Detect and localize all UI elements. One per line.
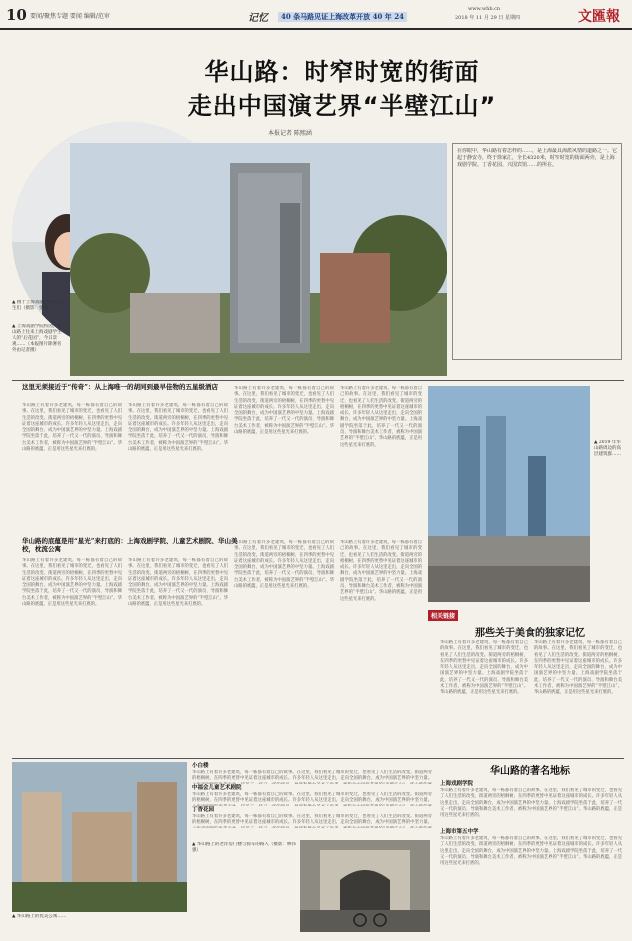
series-number: 24: [394, 12, 404, 21]
series-banner: [278, 12, 407, 22]
related-links-tag: 相关链接: [428, 610, 458, 621]
landmarks-title: 华山路的著名地标: [490, 766, 570, 777]
food-column-2: 华山路上有着许多老建筑，每一栋都有着自己的故事。在这里，我们看见了城市的变迁，也看见了人们生活的改变。街道两旁的梧桐树，在四季的更替中见证着这座城市的成长。许多年轻人从这里走出，走向全国的舞台，成为中国演艺界的中坚力量。上海戏剧学院坐落于此，培养了一代又一代的演员、导演和舞台美术工作者，被称为中国演艺界的“半壁江山”。华山路的底蕴，正是用这些星光来打底的。: [534, 640, 622, 696]
middle-rule: [12, 758, 624, 759]
bottom-left-photo: [12, 762, 187, 912]
headline-line-2: 走出中国演艺界“半壁江山”: [187, 92, 497, 120]
students-caption: ▲ 摄于上海戏剧学院的学生们（摄影：张驰）: [12, 300, 62, 311]
headline-line-1: 华山路：时窄时宽的街面: [204, 58, 480, 86]
gate-caption: ▲ 华山路上的老洋房门楼与骑车的路人（摄影：林伟强）: [192, 842, 296, 853]
theatre-caption: ▲ 上海戏剧学院校园，华山路上往来上海戏剧学生人的“后花园”，今日景观……（本报图片除署名外由记者摄）: [12, 324, 62, 353]
column-logo: 记忆: [248, 13, 268, 24]
theatre-building-illustration: [70, 143, 447, 376]
bottom-left-caption: ▲ 华山路上的优美公寓……: [12, 914, 67, 919]
landmark-5: 上海市第五中学: [440, 829, 479, 835]
bottom-left-illustration: [12, 762, 187, 912]
landmark-3-text: 华山路上有着许多老建筑，每一栋都有着自己的故事。在这里，我们看见了城市的变迁，也看见了人们生活的改变。街道两旁的梧桐树，在四季的更替中见证着这座城市的成长。许多年轻人从这里走出，走向全国的舞台，成为中国演艺界的中坚力量。: [192, 814, 432, 826]
body-column-5: 华山路上有着许多老建筑，每一栋都有着自己的故事。在这里，我们看见了城市的变迁，也看见了人们生活的改变。街道两旁的梧桐树，在四季的更替中见证着这座城市的成长。许多年轻人从这里走出，走向全国的舞台，成为中国演艺界的中坚力量。上海戏剧学院坐落于此，培养了一代又一代的演员、导演和舞台美术工作者，被称为中国演艺界的“半壁江山”。华山路的底蕴，正是用这些星光来打底的。: [22, 558, 122, 608]
landmark-1-text: 华山路上有着许多老建筑，每一栋都有着自己的故事。在这里，我们看见了城市的变迁，也看见了人们生活的改变。街道两旁的梧桐树，在四季的更替中见证着这座城市的成长。许多年轻人从这里走出，走向全国的舞台，成为中国演艺界的中坚力量。: [192, 770, 432, 782]
body-column-2: 华山路上有着许多老建筑，每一栋都有着自己的故事。在这里，我们看见了城市的变迁，也看见了人们生活的改变。街道两旁的梧桐树，在四季的更替中见证着这座城市的成长。许多年轻人从这里走出，走向全国的舞台，成为中国演艺界的中坚力量。上海戏剧学院坐落于此，培养了一代又一代的演员、导演和舞台美术工作者，被称为中国演艺界的“半壁江山”。华山路的底蕴，正是用这些星光来打底的。: [128, 403, 228, 453]
landmark-1: 小白楼: [192, 763, 209, 769]
landmark-5-text: 华山路上有着许多老建筑，每一栋都有着自己的故事。在这里，我们看见了城市的变迁，也看见了人们生活的改变。街道两旁的梧桐树，在四季的更替中见证着这座城市的成长。许多年轻人从这里走出，走向全国的舞台，成为中国演艺界的中坚力量。上海戏剧学院坐落于此，培养了一代又一代的演员、导演和舞台美术工作者，被称为中国演艺界的“半壁江山”。华山路的底蕴，正是用这些星光来打底的。: [440, 836, 622, 867]
section-2-heading: 华山路的底蕴是用“星光”来打底的：上海戏剧学院、儿童艺术剧院、华山美校，枕流公寓: [22, 537, 238, 553]
gate-illustration: [300, 840, 430, 932]
landmark-3: 丁香花园: [192, 807, 215, 813]
byline: 本报记者 陈熙涵: [268, 130, 312, 137]
body-column-4: 华山路上有着许多老建筑，每一栋都有着自己的故事。在这里，我们看见了城市的变迁，也看见了人们生活的改变。街道两旁的梧桐树，在四季的更替中见证着这座城市的成长。许多年轻人从这里走出，走向全国的舞台，成为中国演艺界的中坚力量。上海戏剧学院坐落于此，培养了一代又一代的演员、导演和舞台美术工作者，被称为中国演艺界的“半壁江山”。华山路的底蕴，正是用这些星光来打底的。: [340, 386, 422, 448]
gate-photo: [300, 840, 430, 932]
intro-box: [452, 143, 622, 360]
body-column-7: 华山路上有着许多老建筑，每一栋都有着自己的故事。在这里，我们看见了城市的变迁，也看见了人们生活的改变。街道两旁的梧桐树，在四季的更替中见证着这座城市的成长。许多年轻人从这里走出，走向全国的舞台，成为中国演艺界的中坚力量。上海戏剧学院坐落于此，培养了一代又一代的演员、导演和舞台美术工作者，被称为中国演艺界的“半壁江山”。华山路的底蕴，正是用这些星光来打底的。: [234, 540, 334, 590]
top-rule: [12, 380, 624, 381]
food-memory-title: 那些关于美食的独家记忆: [475, 628, 585, 639]
issue-date: 2018 年 11 月 29 日 星期四: [455, 15, 520, 21]
towers-photo: [428, 386, 590, 602]
body-column-8: 华山路上有着许多老建筑，每一栋都有着自己的故事。在这里，我们看见了城市的变迁，也看见了人们生活的改变。街道两旁的梧桐树，在四季的更替中见证着这座城市的成长。许多年轻人从这里走出，走向全国的舞台，成为中国演艺界的中坚力量。上海戏剧学院坐落于此，培养了一代又一代的演员、导演和舞台美术工作者，被称为中国演艺界的“半壁江山”。华山路的底蕴，正是用这些星光来打底的。: [340, 540, 422, 602]
series-title: 40 条马路见证上海改革开放 40 年: [281, 12, 392, 21]
site-url[interactable]: www.whb.cn: [468, 6, 501, 12]
section-label: 要闻/聚焦专题 要闻 编辑/范审: [30, 13, 110, 20]
landmarks-list: [192, 762, 432, 840]
intro-text: 在你眼中，华山路有着怎样的……，是上海最具海派风情的道路之一。它起于静安寺，终于徐家汇，全长4320米，时窄时宽的街面两旁，是上海戏剧学院、丁香花园、兴国宾馆……的所在。: [457, 148, 617, 168]
towers-illustration: [428, 386, 590, 602]
food-column-1: 华山路上有着许多老建筑，每一栋都有着自己的故事。在这里，我们看见了城市的变迁，也看见了人们生活的改变。街道两旁的梧桐树，在四季的更替中见证着这座城市的成长。许多年轻人从这里走出，走向全国的舞台，成为中国演艺界的中坚力量。上海戏剧学院坐落于此，培养了一代又一代的演员、导演和舞台美术工作者，被称为中国演艺界的“半壁江山”。华山路的底蕴，正是用这些星光来打底的。: [440, 640, 528, 696]
body-column-6: 华山路上有着许多老建筑，每一栋都有着自己的故事。在这里，我们看见了城市的变迁，也看见了人们生活的改变。街道两旁的梧桐树，在四季的更替中见证着这座城市的成长。许多年轻人从这里走出，走向全国的舞台，成为中国演艺界的中坚力量。上海戏剧学院坐落于此，培养了一代又一代的演员、导演和舞台美术工作者，被称为中国演艺界的“半壁江山”。华山路的底蕴，正是用这些星光来打底的。: [128, 558, 228, 608]
landmarks-list-right: [440, 780, 622, 932]
towers-caption: ▲ 2019 年华山路周边的高层建筑群……: [594, 440, 621, 457]
page-header: [0, 0, 632, 30]
landmark-2-text: 华山路上有着许多老建筑，每一栋都有着自己的故事。在这里，我们看见了城市的变迁，也看见了人们生活的改变。街道两旁的梧桐树，在四季的更替中见证着这座城市的成长。许多年轻人从这里走出，走向全国的舞台，成为中国演艺界的中坚力量。: [192, 792, 432, 804]
page-number: 10: [6, 6, 27, 24]
masthead-logo: 文匯報: [578, 9, 620, 25]
landmark-4: 上海戏剧学院: [440, 781, 474, 787]
section-1-heading: 这里无须接近于“传奇”：从上海唯一的胡同到最早佳物的五星级酒店: [22, 383, 218, 391]
body-column-3: 华山路上有着许多老建筑，每一栋都有着自己的故事。在这里，我们看见了城市的变迁，也看见了人们生活的改变。街道两旁的梧桐树，在四季的更替中见证着这座城市的成长。许多年轻人从这里走出，走向全国的舞台，成为中国演艺界的中坚力量。上海戏剧学院坐落于此，培养了一代又一代的演员、导演和舞台美术工作者，被称为中国演艺界的“半壁江山”。华山路的底蕴，正是用这些星光来打底的。: [234, 386, 334, 436]
landmark-2: 中福会儿童艺术剧院: [192, 785, 242, 791]
body-column-1: 华山路上有着许多老建筑，每一栋都有着自己的故事。在这里，我们看见了城市的变迁，也看见了人们生活的改变。街道两旁的梧桐树，在四季的更替中见证着这座城市的成长。许多年轻人从这里走出，走向全国的舞台，成为中国演艺界的中坚力量。上海戏剧学院坐落于此，培养了一代又一代的演员、导演和舞台美术工作者，被称为中国演艺界的“半壁江山”。华山路的底蕴，正是用这些星光来打底的。: [22, 403, 122, 453]
landmark-4-text: 华山路上有着许多老建筑，每一栋都有着自己的故事。在这里，我们看见了城市的变迁，也看见了人们生活的改变。街道两旁的梧桐树，在四季的更替中见证着这座城市的成长。许多年轻人从这里走出，走向全国的舞台，成为中国演艺界的中坚力量。上海戏剧学院坐落于此，培养了一代又一代的演员、导演和舞台美术工作者，被称为中国演艺界的“半壁江山”。华山路的底蕴，正是用这些星光来打底的。: [440, 788, 622, 819]
theatre-building-photo: [70, 143, 447, 376]
